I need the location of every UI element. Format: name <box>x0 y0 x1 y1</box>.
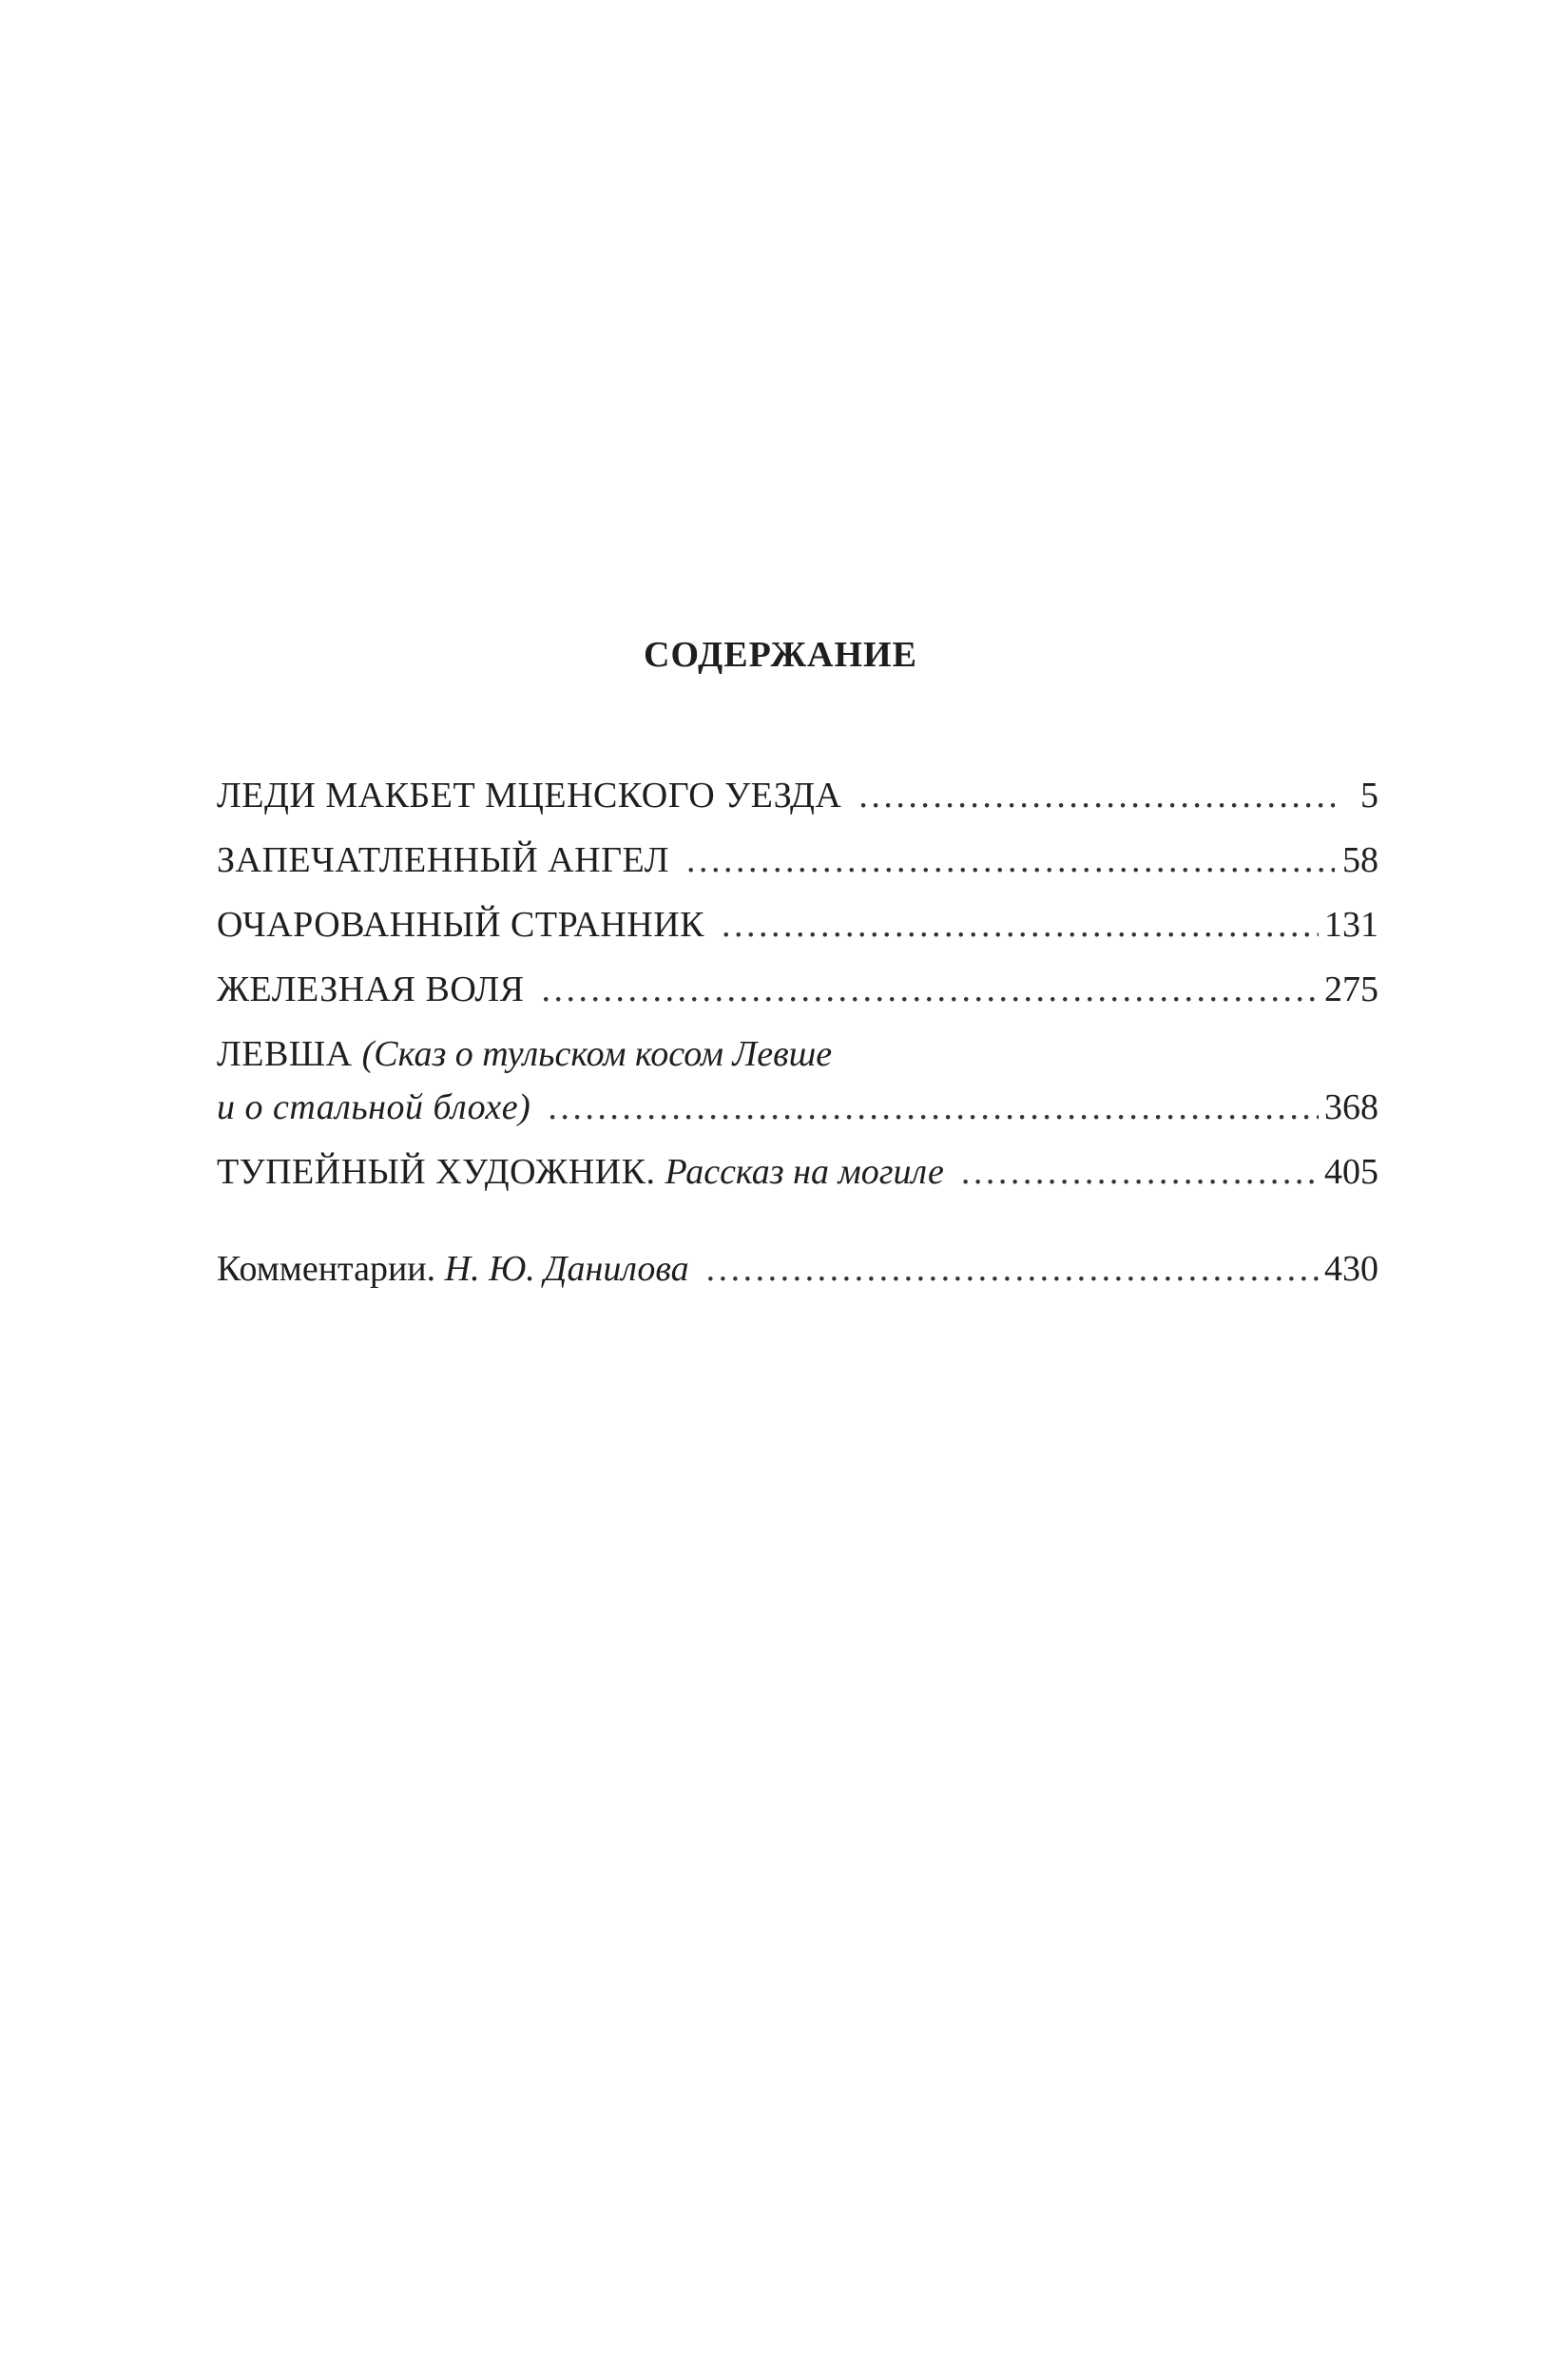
toc-entry-tupeyny-khudozhnik[interactable] <box>217 1148 1378 1196</box>
dot-leader <box>858 772 1335 819</box>
toc-entry-title: ОЧАРОВАННЫЙ СТРАННИК <box>217 905 704 945</box>
toc-entry-title: ЗАПЕЧАТЛЕННЫЙ АНГЕЛ <box>217 840 670 880</box>
toc-page-number: 405 <box>1324 1152 1378 1192</box>
toc-entry-levsha-first-line[interactable] <box>217 1030 832 1078</box>
dot-leader <box>722 901 1319 949</box>
toc-entry-title-group <box>217 1148 944 1196</box>
page-title: СОДЕРЖАНИЕ <box>644 635 917 675</box>
dot-leader <box>686 836 1335 884</box>
toc-entry-title: ТУПЕЙНЫЙ ХУДОЖНИК. <box>217 1152 656 1192</box>
toc-entry-title: ЖЕЛЕЗНАЯ ВОЛЯ <box>217 969 525 1009</box>
toc-entry-ocharovanny-strannik[interactable] <box>217 901 1378 949</box>
toc-page-number: 430 <box>1324 1249 1378 1289</box>
dot-leader <box>706 1245 1319 1293</box>
toc-entry-title: ЛЕДИ МАКБЕТ МЦЕНСКОГО УЕЗДА <box>217 776 842 816</box>
toc-entry-ledi-makbet[interactable] <box>217 772 1378 819</box>
toc-entry-author: Н. Ю. Данилова <box>444 1249 689 1289</box>
toc-entry-title: ЛЕВША <box>217 1034 353 1074</box>
toc-entry-subtitle: Рассказ на могиле <box>665 1152 944 1192</box>
toc-page-number: 368 <box>1324 1087 1378 1127</box>
toc-page-number: 58 <box>1342 840 1378 880</box>
dot-leader <box>542 966 1320 1013</box>
toc-page-number: 131 <box>1324 905 1378 945</box>
toc-entry-title: Комментарии. <box>217 1249 436 1289</box>
toc-entry-zheleznaya-volya[interactable] <box>217 966 1378 1013</box>
toc-page-number: 275 <box>1324 969 1378 1009</box>
toc-entry-title-group <box>217 1245 689 1293</box>
toc-entry-subtitle: (Сказ о тульском косом Левше <box>361 1034 833 1074</box>
toc-entry-subtitle: и о стальной блохе) <box>217 1087 531 1127</box>
dot-leader <box>548 1084 1319 1131</box>
toc-entry-commentary[interactable] <box>217 1245 1378 1293</box>
toc-entry-zapechatlenny-angel[interactable] <box>217 836 1378 884</box>
toc-entry-levsha[interactable] <box>217 1084 1378 1131</box>
dot-leader <box>961 1148 1319 1196</box>
toc-page-number: 5 <box>1360 776 1378 816</box>
